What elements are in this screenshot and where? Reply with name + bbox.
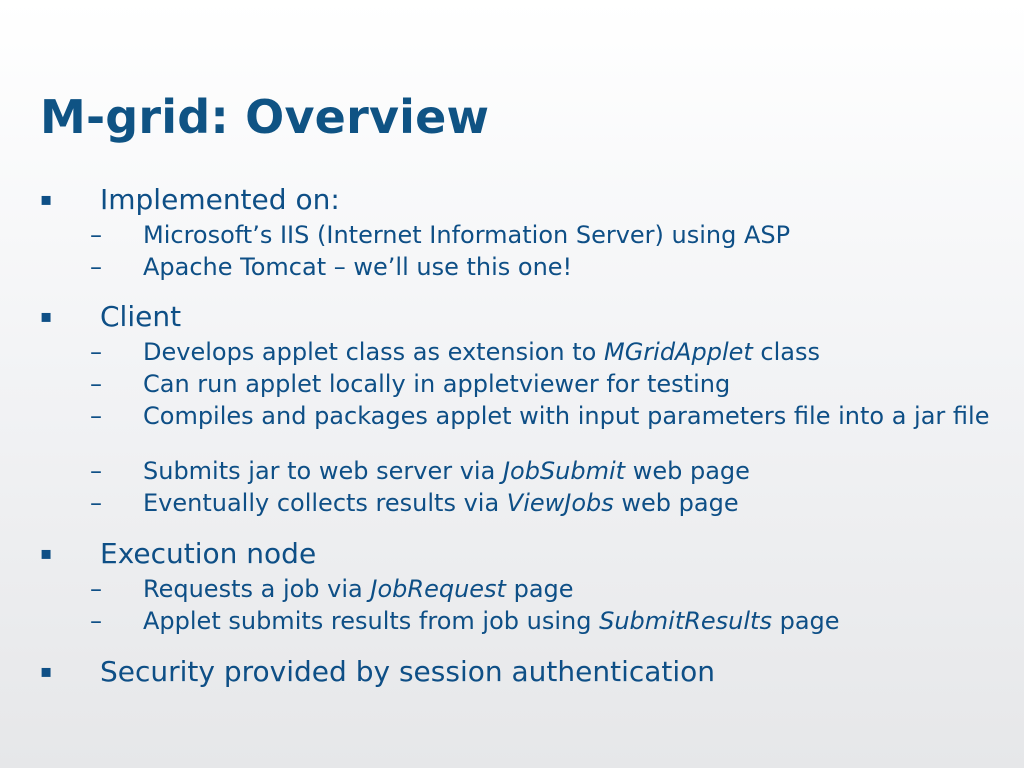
dash-bullet-icon: – bbox=[90, 402, 102, 430]
dash-bullet-icon: – bbox=[90, 221, 102, 249]
subitem-text: Apache Tomcat – we’ll use this one! bbox=[143, 253, 573, 281]
subitem-text: Eventually collects results via ViewJobs web page bbox=[143, 489, 739, 517]
dash-bullet-icon: – bbox=[90, 253, 102, 281]
subitem-text: Develops applet class as extension to MGridApplet class bbox=[143, 338, 821, 366]
subitem-text: Applet submits results from job using SubmitResults page bbox=[143, 607, 840, 635]
dash-bullet-icon: – bbox=[90, 338, 102, 366]
square-bullet-icon: ▪ bbox=[40, 306, 53, 327]
square-bullet-icon: ▪ bbox=[40, 189, 53, 210]
subitem-text: Requests a job via JobRequest page bbox=[143, 575, 574, 603]
dash-bullet-icon: – bbox=[90, 370, 102, 398]
dash-bullet-icon: – bbox=[90, 607, 102, 635]
bullet-text: Implemented on: bbox=[100, 183, 340, 216]
dash-bullet-icon: – bbox=[90, 457, 102, 485]
square-bullet-icon: ▪ bbox=[40, 543, 53, 564]
square-bullet-icon: ▪ bbox=[40, 661, 53, 682]
slide-title: M-grid: Overview bbox=[40, 90, 490, 144]
bullet-text: Client bbox=[100, 300, 182, 333]
bullet-text: Security provided by session authentication bbox=[100, 655, 716, 688]
dash-bullet-icon: – bbox=[90, 575, 102, 603]
bullet-text: Execution node bbox=[100, 537, 317, 570]
subitem-text: Submits jar to web server via JobSubmit web page bbox=[143, 457, 750, 485]
subitem-text: Microsoft’s IIS (Internet Information Server) using ASP bbox=[143, 221, 791, 249]
dash-bullet-icon: – bbox=[90, 489, 102, 517]
subitem-text: Can run applet locally in appletviewer for testing bbox=[143, 370, 731, 398]
subitem-text: Compiles and packages applet with input parameters file into a jar file bbox=[143, 402, 990, 430]
